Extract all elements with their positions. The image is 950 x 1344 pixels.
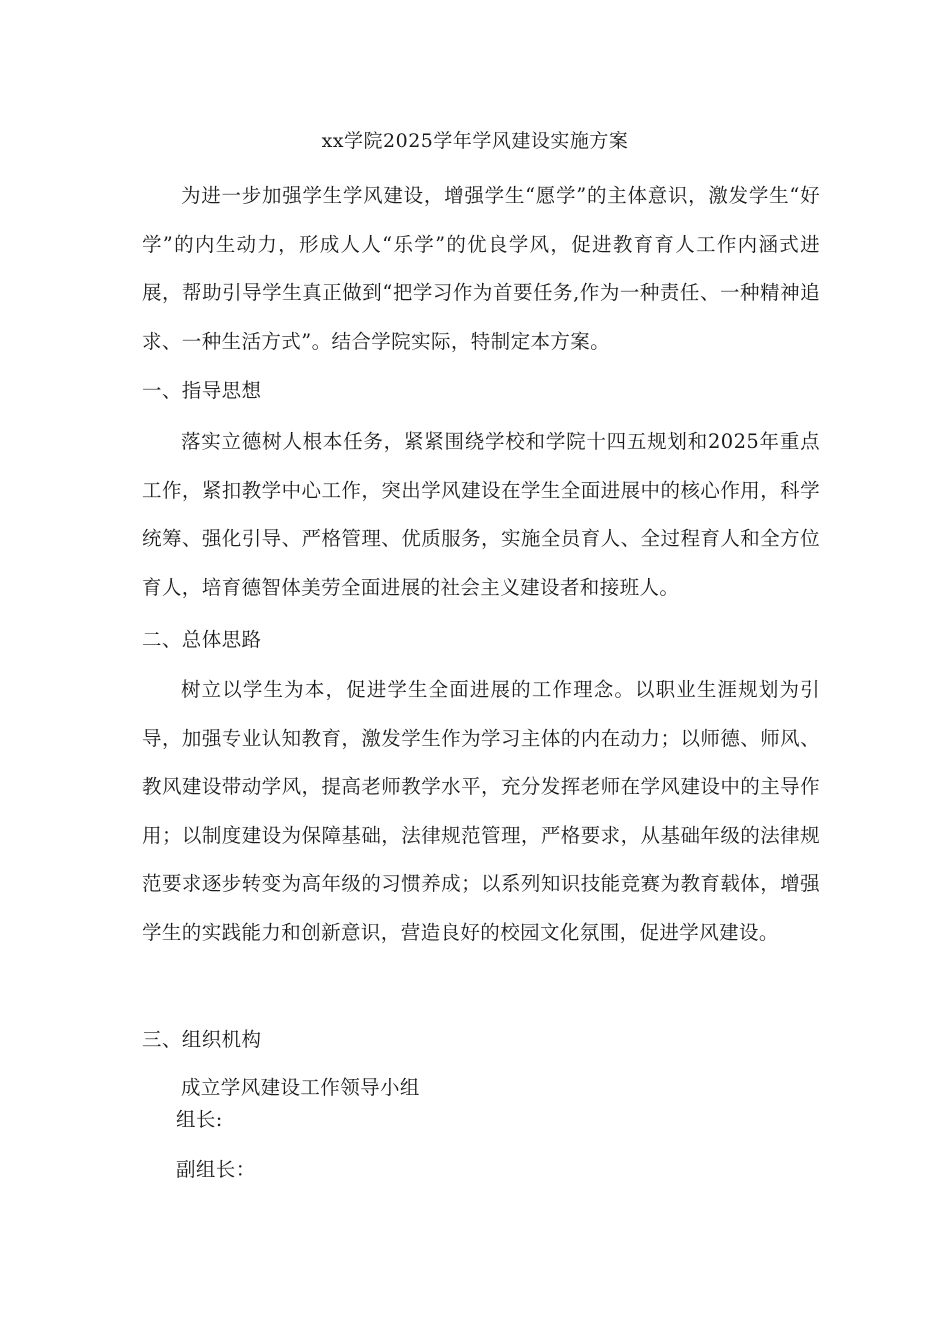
section-body-guiding-ideology: 落实立德树人根本任务，紧紧围绕学校和学院十四五规划和2025年重点工作，紧扣教学中心工作，突出学风建设在学生全面进展中的核心作用，科学统筹、强化引导、严格管理、优质服务，实施全员育人、全过程育人和全方位育人，培育德智体美劳全面进展的社会主义建设者和接班人。 [142, 430, 820, 599]
document-title: xx学院2025学年学风建设实施方案 [321, 130, 629, 152]
section-heading-overall-approach: 二、总体思路 [142, 628, 262, 651]
deputy-leader-line: 副组长： [176, 1158, 256, 1181]
group-leader-line: 组长: [176, 1108, 223, 1131]
leading-group-line: 成立学风建设工作领导小组 [181, 1076, 420, 1099]
section-heading-guiding-ideology: 一、指导思想 [142, 379, 262, 402]
section-body-overall-approach: 树立以学生为本，促进学生全面进展的工作理念。以职业生涯规划为引导，加强专业认知教育，激发学生作为学习主体的内在动力；以师德、师风、教风建设带动学风，提高老师教学水平，充分发挥老师在学风建设中的主导作用；以制度建设为保障基础，法律规范管理，严格要求，从基础年级的法律规范要求逐步转变为高年级的习惯养成；以系列知识技能竞赛为教育载体，增强学生的实践能力和创新意识，营造良好的校园文化氛围，促进学风建设。 [142, 678, 820, 944]
section-heading-organization: 三、组织机构 [142, 1028, 262, 1051]
intro-paragraph: 为进一步加强学生学风建设，增强学生“愿学”的主体意识，激发学生“好学”的内生动力，形成人人“乐学”的优良学风，促进教育育人工作内涵式进展，帮助引导学生真正做到“把学习作为首要任务,作为一种责任、一种精神追求、一种生活方式”。结合学院实际，特制定本方案。 [142, 184, 820, 353]
